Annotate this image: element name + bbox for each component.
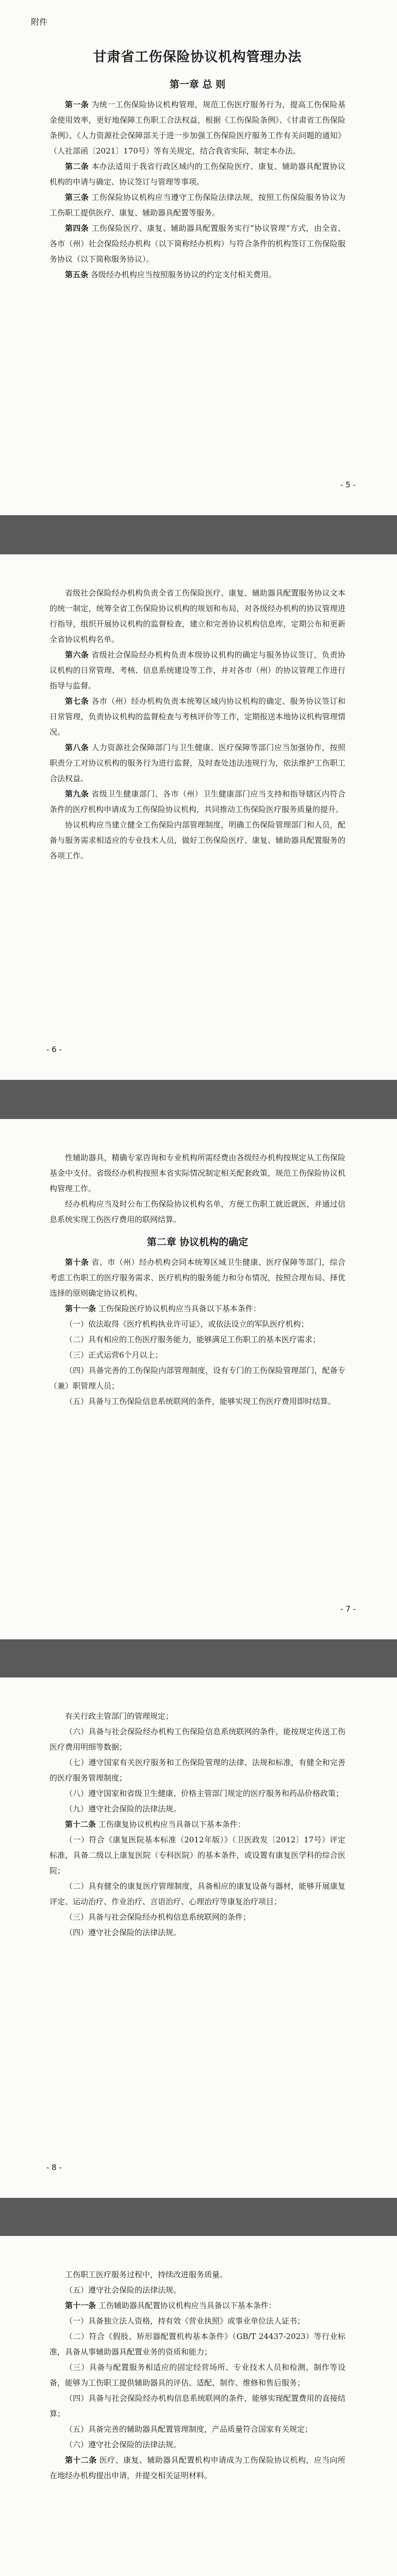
paragraph: （一）依法取得《医疗机构执业许可证》，或依法设立的军队医疗机构； — [65, 1319, 309, 1329]
paragraph: （五）具备与工伤保险信息系统联网的条件，能够实现工伤医疗费用即时结算。 — [65, 1397, 336, 1406]
document-page-4 — [0, 1677, 397, 2198]
paragraph: （一）具备独立法人资格，持有效《营业执照》或事业单位法人证书； — [65, 2316, 305, 2326]
paragraph: 第十二条 工伤康复协议机构应当具备以下基本条件： — [65, 1820, 245, 1829]
paragraph: 第二条 本办法适用于我省行政区域内的工伤保险医疗、康复、辅助器具配置协议机构的申请与确定、协议签订与管理等事项。 — [49, 162, 345, 187]
page-number: - 5 - — [340, 480, 356, 489]
paragraph: 省级社会保险经办机构负责全省工伤保险医疗、康复、辅助器具配置服务协议文本的统一制定，统筹全省工伤保险协议机构的规划和布局，对各级经办机构的协议管理进行指导，组织开展协议机构的监督检查，建立和完善协议机构信息库，定期公布和更新全省协议机构名单。 — [49, 588, 345, 644]
paragraph: （九）遵守社会保险的法律法规。 — [65, 1804, 181, 1814]
paragraph-list — [49, 1150, 345, 1227]
paragraph: 经办机构应当及时公布工伤保险协议机构名单，方便工伤职工就近就医，并通过信息系统实现工伤医疗费用的联网结算。 — [49, 1199, 345, 1224]
paragraph: 第九条 省级卫生健康部门、各市（州）卫生健康部门应当支持和指导辖区内符合条件的医疗机构申请成为工伤保险协议机构，共同推动工伤保险医疗服务质量的提升。 — [49, 789, 345, 814]
page-number: - 6 - — [46, 1045, 62, 1054]
paragraph-list — [49, 1708, 345, 1940]
chapter-heading: 第二章 协议机构的确定 — [146, 1236, 249, 1248]
paragraph: 性辅助器具，精确专家咨询和专业机构所需经费由各级经办机构按规定从工伤保险基金中支付。省级经办机构按照本省实际情况制定相关配套政策，规范工伤保险协议机构管理工作。 — [49, 1153, 345, 1193]
attachment-label: 附件 — [31, 17, 48, 27]
paragraph: 第十一条 工伤辅助器具配置协议机构应当具备以下基本条件： — [65, 2301, 276, 2310]
paragraph: （三）具备与社会保险经办机构信息系统联网的条件； — [65, 1912, 251, 1922]
paragraph-list — [49, 585, 345, 863]
paragraph: （二）符合《假肢、矫形器配置机构基本条件》（GB/T 24437-2023）等行业标准，具备从事辅助器具配置业务的资质和能力； — [49, 2332, 345, 2357]
paragraph: （五）遵守社会保险的法律法规。 — [65, 2285, 181, 2295]
page-number: - 7 - — [340, 1604, 356, 1614]
document-page-5 — [0, 2236, 397, 2576]
paragraph: （六）具备与社会保险经办机构工伤保险信息系统联网的条件，能按规定传送工伤医疗费用明细等数据； — [49, 1727, 345, 1752]
paragraph: 第七条 各市（州）经办机构负责本统筹区域内协议机构的确定、服务协议签订和日常管理，负责协议机构的监督检查与考核评价等工作，定期报送本地协议机构管理情况。 — [49, 697, 345, 737]
paragraph: 第一条 为统一工伤保险协议机构管理，规范工伤医疗服务行为，提高工伤保险基金使用效率，更好地保障工伤职工合法权益，根据《工伤保险条例》、《甘肃省工伤保险条例》、《人力资源社会保障部关于进一步加强工伤保险医疗服务工作有关问题的通知》（人社部函〔2021〕170号）等有关规定，结合我省实际，制定本办法。 — [49, 100, 345, 156]
paragraph-list — [49, 2267, 345, 2483]
paragraph: （四）遵守社会保险的法律法规。 — [65, 1928, 181, 1937]
paragraph: 第四条 工伤保险医疗、康复、辅助器具配置服务实行“协议管理”方式，由全省、各市（州）社会保险经办机构（以下简称经办机构）与符合条件的机构签订工伤保险服务协议（以下简称服务协议）。 — [49, 224, 345, 264]
paragraph: （四）具备与社会保险经办机构信息系统联网的条件，能够实现配置费用的直接结算； — [49, 2394, 345, 2418]
document-title: 甘肃省工伤保险协议机构管理办法 — [93, 49, 302, 65]
document-page-1 — [0, 0, 397, 515]
paragraph: （三）正式运营6个月以上； — [65, 1350, 163, 1360]
document-page-2 — [0, 554, 397, 1080]
paragraph: 工伤职工医疗服务过程中，持续改进服务质量。 — [65, 2270, 228, 2279]
paragraph: 第五条 各级经办机构应当按照服务协议的约定支付相关费用。 — [65, 270, 276, 279]
paragraph-list — [49, 1255, 345, 1409]
paragraph: 第八条 人力资源社会保障部门与卫生健康、医疗保障等部门应当加强协作，按照职责分工对协议机构的服务行为进行监督，及时查处违法违规行为，依法维护工伤职工合法权益。 — [49, 743, 345, 783]
paragraph: 有关行政主管部门的管理规定； — [65, 1711, 174, 1721]
paragraph: （二）具有相应的工伤医疗服务能力，能够满足工伤职工的基本医疗需求； — [65, 1335, 321, 1344]
paragraph: 协议机构应当建立健全工伤保险内部管理制度，明确工伤保险管理部门和人员，配备与服务需求相适应的专业技术人员，做好工伤保险医疗、康复、辅助器具配置服务的各项工作。 — [49, 820, 345, 860]
paragraph: （二）具有健全的康复医疗管理制度，具备相应的康复设备与器材，能够开展康复评定、运动治疗、作业治疗、言语治疗、心理治疗等康复治疗项目； — [49, 1882, 345, 1906]
paragraph: 第六条 省级社会保险经办机构负责本级协议机构的确定与服务协议签订，负责协议机构的日常管理、考核、信息系统建设等工作，并对各市（州）的协议管理工作进行指导与监督。 — [49, 650, 345, 690]
paragraph: 第十二条 医疗、康复、辅助器具配置机构申请成为工伤保险协议机构，应当向所在地经办机构提出申请，并提交相关证明材料。 — [49, 2455, 345, 2480]
document-page-3 — [0, 1119, 397, 1639]
paragraph: （一）符合《康复医院基本标准（2012年版）》（卫医政发〔2012〕17号）评定标准，具备二级以上康复医院（专科医院）的基本条件，或设置有康复医学科的综合医院； — [49, 1835, 345, 1875]
paragraph: （三）具备与配置服务相适应的固定经营场所、专业技术人员和检测、制作等设备，能够为工伤职工提供辅助器具的评估、适配、制作、维修和售后服务； — [49, 2363, 345, 2387]
paragraph: （四）具备完善的工伤保险内部管理制度，设有专门的工伤保险管理部门，配备专（兼）职管理人员； — [49, 1366, 345, 1391]
paragraph: （八）遵守国家和省级卫生健康、价格主管部门规定的医疗服务和药品价格政策； — [65, 1789, 344, 1798]
page-number: - 8 - — [46, 2163, 62, 2172]
paragraph: 第十条 省、市（州）经办机构会同本统筹区域卫生健康、医疗保障等部门，综合考虑工伤职工的医疗服务需求、医疗机构的服务能力和分布情况，按照合理布局、择优选择的原则确定协议机构。 — [49, 1258, 345, 1298]
paragraph: （五）具备完善的辅助器具配置管理制度，产品质量符合国家有关规定； — [65, 2425, 313, 2434]
paragraph: 第三条 工伤保险协议机构应当遵守工伤保险法律法规，按照工伤保险服务协议为工伤职工提供医疗、康复、辅助器具配置等服务。 — [49, 193, 345, 217]
paragraph: 第十一条 工伤保险医疗协议机构应当具备以下基本条件： — [65, 1304, 261, 1313]
paragraph-list — [49, 97, 345, 282]
paragraph: （七）遵守国家有关医疗服务和工伤保险管理的法律、法规和标准，有健全和完善的医疗服务管理制度； — [49, 1758, 345, 1783]
paragraph: （六）遵守社会保险的法律法规。 — [65, 2440, 181, 2449]
chapter-heading: 第一章 总 则 — [169, 79, 226, 90]
